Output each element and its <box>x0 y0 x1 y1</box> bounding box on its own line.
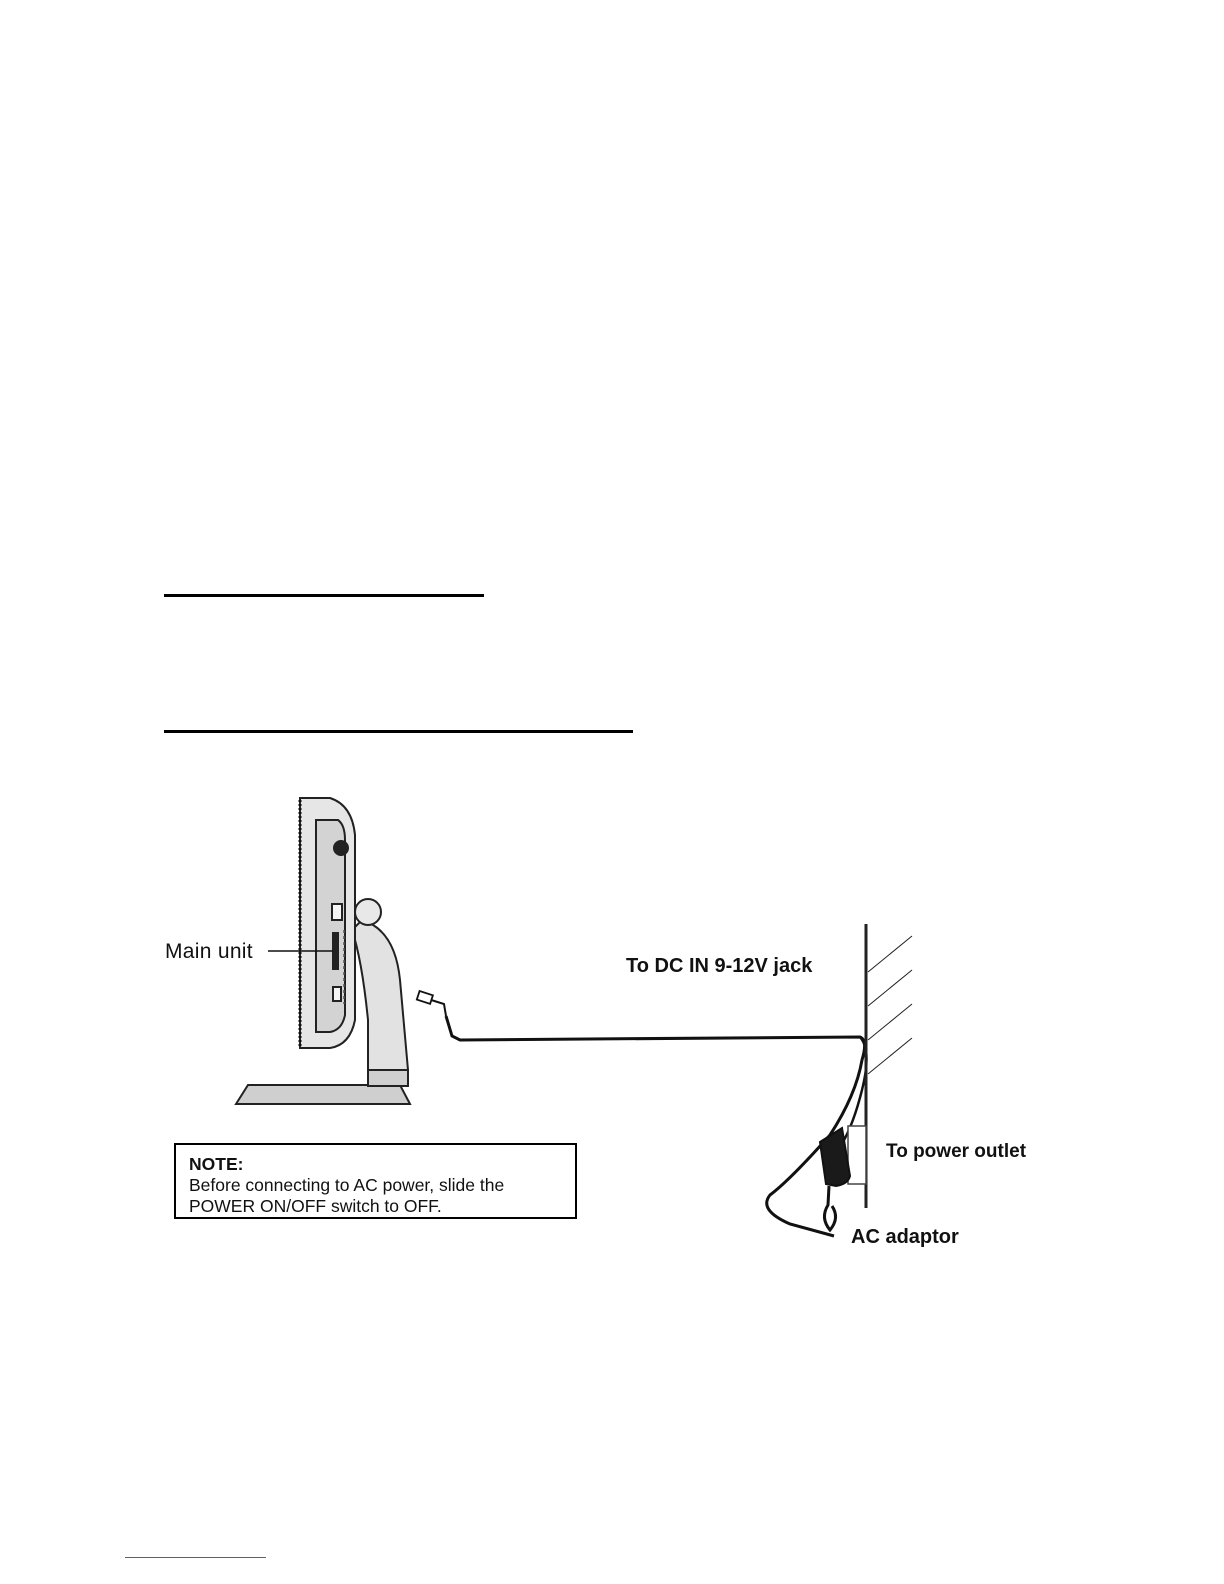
note-line-2: POWER ON/OFF switch to OFF. <box>189 1196 442 1216</box>
wall <box>866 924 912 1208</box>
main-unit-label: Main unit <box>165 940 253 963</box>
footer-rule <box>125 1557 266 1558</box>
dc-jack-label: To DC IN 9-12V jack <box>626 955 813 977</box>
headphone-jack <box>334 841 348 855</box>
stand-base <box>236 1085 410 1104</box>
hinge-knob <box>355 899 381 925</box>
ac-adaptor-label: AC adaptor <box>851 1226 959 1248</box>
ac-adaptor-illustration <box>820 1128 850 1230</box>
dc-port <box>333 987 341 1001</box>
power-outlet-label: To power outlet <box>886 1141 1027 1162</box>
usb-port <box>332 904 342 920</box>
note-box <box>174 1143 577 1219</box>
note-line-1: Before connecting to AC power, slide the <box>189 1175 505 1195</box>
stand-neck <box>352 920 408 1086</box>
note-title: NOTE: <box>189 1154 244 1174</box>
card-slot <box>333 933 338 969</box>
